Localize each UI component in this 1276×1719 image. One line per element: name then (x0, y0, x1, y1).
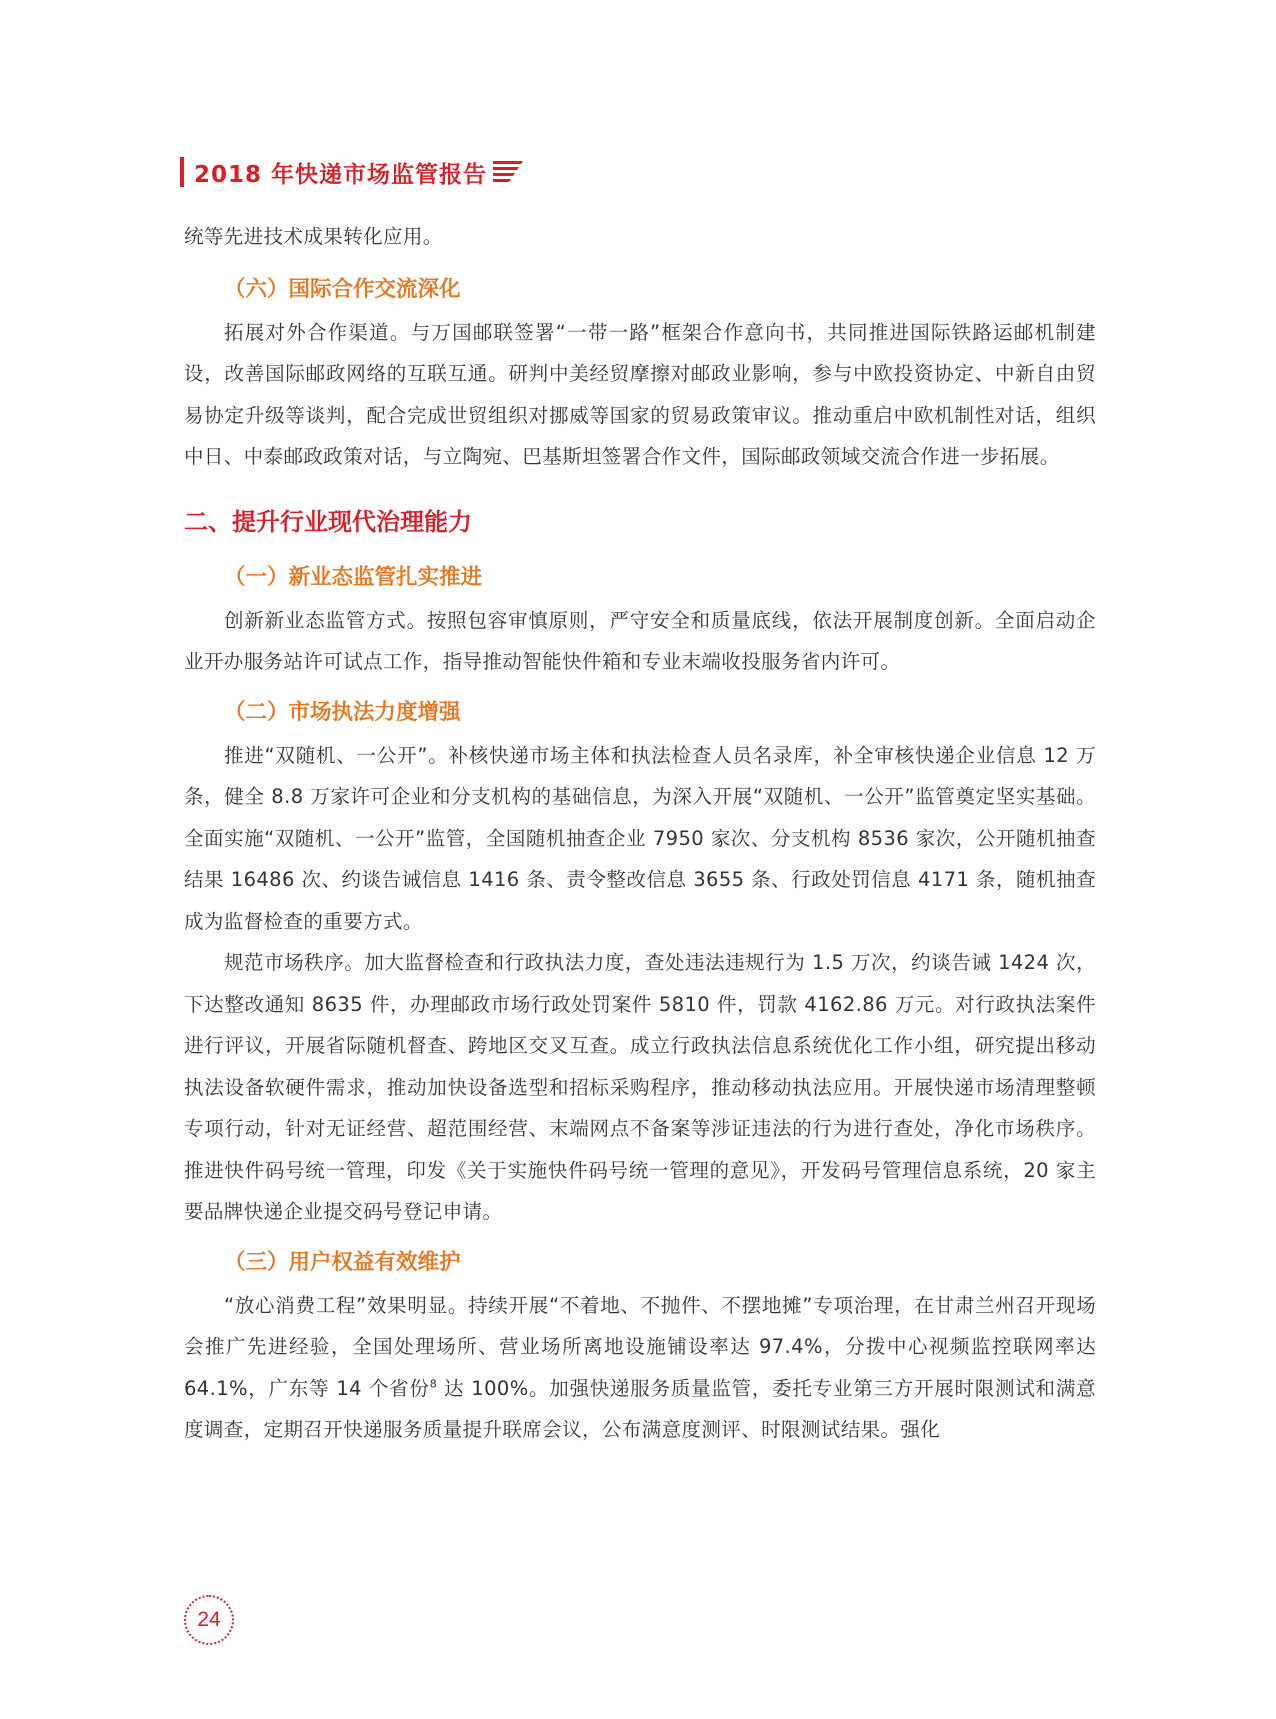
subheading-user-rights: （三）用户权益有效维护 (224, 1249, 461, 1275)
paragraph-double-random: 推进“双随机、一公开”。补核快递市场主体和执法检查人员名录库，补全审核快递企业信息 12 万条，健全 8.8 万家许可企业和分支机构的基础信息，为深入开展“双随机、一公开”监管奠定坚实基础。全面实施“双随机、一公开”监管，全国随机抽查企业 7950 家次、分支机构 8536 家次，公开随机抽查结果 16486 次、约谈告诫信息 1416 条、责令整改信息 3655 条、行政处罚信息 4171 条，随机抽查成为监督检查的重要方式。 (184, 743, 1096, 933)
footnote-marker: 8 (429, 1377, 438, 1390)
report-title: 2018 年快递市场监管报告 (194, 161, 488, 188)
section-heading-governance: 二、提升行业现代治理能力 (184, 507, 472, 536)
paragraph-consumer-project (184, 1285, 1096, 1451)
paragraph-international-cooperation: 拓展对外合作渠道。与万国邮联签署“一带一路”框架合作意向书，共同推进国际铁路运邮机制建设，改善国际邮政网络的互联互通。研判中美经贸摩擦对邮政业影响，参与中欧投资协定、中新自由贸易协定升级等谈判，配合完成世贸组织对挪威等国家的贸易政策审议。推动重启中欧机制性对话，组织中日、中泰邮政政策对话，与立陶宛、巴基斯坦签署合作文件，国际邮政领域交流合作进一步拓展。 (184, 320, 1096, 468)
red-stripes-icon (493, 159, 523, 185)
page-content (184, 216, 1096, 1451)
paragraph-market-order: 规范市场秩序。加大监督检查和行政执法力度，查处违法违规行为 1.5 万次，约谈告诫 1424 次，下达整改通知 8635 件，办理邮政市场行政处罚案件 5810 件，罚款 4162.86 万元。对行政执法案件进行评议，开展省际随机督查、跨地区交叉互查。成立行政执法信息系统优化工作小组，研究提出移动执法设备软硬件需求，推动加快设备选型和招标采购程序，推动移动执法应用。开展快递市场清理整顿专项行动，针对无证经营、超范围经营、末端网点不备案等涉证违法的行为进行查处，净化市场秩序。推进快件码号统一管理，印发《关于实施快件码号统一管理的意见》，开发码号管理信息系统，20 家主要品牌快递企业提交码号登记申请。 (184, 951, 1096, 1223)
page-number: 24 (184, 1595, 234, 1645)
subheading-market-enforcement: （二）市场执法力度增强 (224, 699, 461, 725)
paragraph-consumer-project-part-b: 达 100%。加强快递服务质量监管，委托专业第三方开展时限测试和满意度调查，定期召开快递服务质量提升联席会议，公布满意度测评、时限测试结果。强化 (184, 1376, 1096, 1441)
paragraph-new-business-regulation: 创新新业态监管方式。按照包容审慎原则，严守安全和质量底线，依法开展制度创新。全面启动企业开办服务站许可试点工作，指导推动智能快件箱和专业末端收投服务省内许可。 (184, 608, 1096, 673)
report-header (180, 152, 523, 192)
subheading-international-cooperation: （六）国际合作交流深化 (224, 276, 461, 302)
paragraph-consumer-project-part-a: “放心消费工程”效果明显。持续开展“不着地、不抛件、不摆地摊”专项治理，在甘肃兰州召开现场会推广先进经验，全国处理场所、营业场所离地设施铺设率达 97.4%，分拨中心视频监控联网率达 64.1%，广东等 14 个省份 (184, 1293, 1096, 1400)
carry-over-paragraph: 统等先进技术成果转化应用。 (184, 225, 443, 248)
header-accent-bar (180, 157, 184, 187)
subheading-new-business-regulation: （一）新业态监管扎实推进 (224, 564, 483, 590)
